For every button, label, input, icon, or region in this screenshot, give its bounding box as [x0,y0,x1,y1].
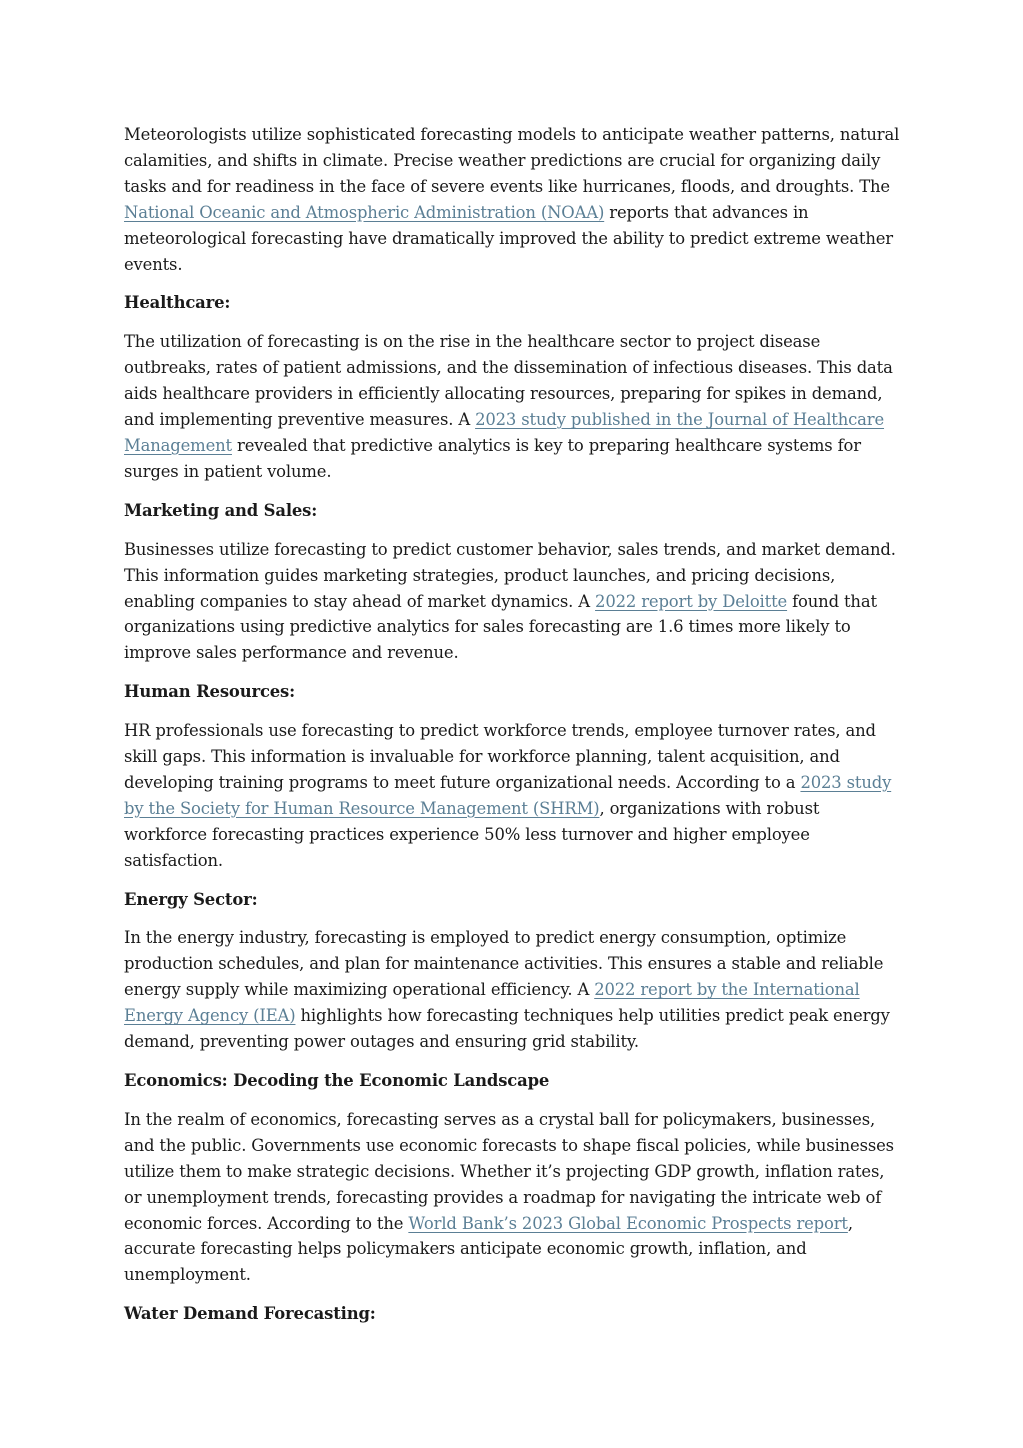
economics-heading: Economics: Decoding the Economic Landscape [124,1071,550,1090]
marketing-heading: Marketing and Sales: [124,500,318,520]
intro-text-1: Meteorologists utilize sophisticated forecasting models to anticipate weather patterns, natural calamities, and shifts in climate. Precise weather predictions are crucial for organizing daily tasks and for readiness in the face of severe events like hurricanes, floods, and droughts. The [124,125,900,196]
healthcare-text-1: The utilization of forecasting is on the rise in the healthcare sector to project disease outbreaks, rates of patient admissions, and the dissemination of infectious diseases. This data aids healthcare providers in efficiently allocating resources, preparing for spikes in demand, and implementing preventive measures. A [124,332,893,430]
hr-text-2: , organizations with robust workforce forecasting practices experience 50% less turnover and higher employee satisfaction. [124,798,820,870]
healthcare-study-link[interactable]: 2023 study published in the Journal of Healthcare Management [124,410,885,455]
economics-text-1: In the realm of economics, forecasting serves as a crystal ball for policymakers, businesses, and the public. Governments use economic forecasts to shape fiscal policies, while businesses utilize them to make strategic decisions. Whether it’s projecting GDP growth, inflation rates, or unemployment trends, forecasting provides a roadmap for navigating the intricate web of economic forces. According to the [124,1109,894,1233]
hr-heading: Human Resources: [124,682,296,702]
energy-text-2: highlights how forecasting techniques help utilities predict peak energy demand, preventing power outages and ensuring grid stability. [124,1006,890,1052]
energy-heading: Energy Sector: [124,889,258,909]
economics-paragraph [124,1107,904,1288]
intro-text-2: reports that advances in meteorological forecasting have dramatically improved the ability to predict extreme weather events. [124,202,893,274]
economics-text-2: , accurate forecasting helps policymakers anticipate economic growth, inflation, and unemployment. [124,1213,853,1285]
hr-paragraph [124,718,904,873]
intro-paragraph [124,122,904,277]
energy-paragraph [124,925,904,1055]
healthcare-heading: Healthcare: [124,293,231,313]
energy-text-1: In the energy industry, forecasting is employed to predict energy consumption, optimize production schedules, and plan for maintenance activities. This ensures a stable and reliable energy supply while maximizing operational efficiency. A [124,928,884,1000]
document-page [124,122,904,1340]
shrm-study-link[interactable]: 2023 study by the Society for Human Resource Management (SHRM) [124,772,892,818]
healthcare-text-2: revealed that predictive analytics is key to preparing healthcare systems for surges in patient volume. [124,435,861,481]
marketing-paragraph [124,537,904,667]
water-demand-heading: Water Demand Forecasting: [124,1304,376,1324]
marketing-text-2: found that organizations using predictive analytics for sales forecasting are 1.6 times more likely to improve sales performance and revenue. [124,591,877,663]
noaa-link[interactable]: National Oceanic and Atmospheric Administration (NOAA) [124,202,605,222]
iea-report-link[interactable]: 2022 report by the International Energy Agency (IEA) [124,980,860,1026]
hr-text-1: HR professionals use forecasting to predict workforce trends, employee turnover rates, and skill gaps. This information is invaluable for workforce planning, talent acquisition, and developing training programs to meet future organizational needs. According to a [124,721,876,792]
deloitte-report-link[interactable]: 2022 report by Deloitte [595,591,788,611]
world-bank-report-link[interactable]: World Bank’s 2023 Global Economic Prospects report [408,1213,848,1233]
healthcare-paragraph [124,329,904,484]
marketing-text-1: Businesses utilize forecasting to predict customer behavior, sales trends, and market demand. This information guides marketing strategies, product launches, and pricing decisions, enabling companies to stay ahead of market dynamics. A [124,539,896,611]
